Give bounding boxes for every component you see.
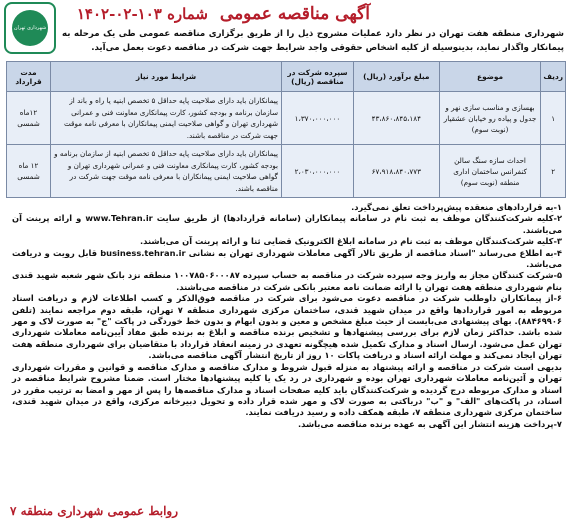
col-duration: مدت قرارداد — [7, 62, 51, 92]
title-text: آگهی مناقصه عمومی — [219, 4, 370, 24]
tehran-site-link[interactable]: www.Tehran.ir — [85, 213, 153, 224]
table-row — [7, 92, 566, 145]
condition-2-text-end: و ارائه پرینت آن می‌باشند. — [12, 213, 562, 235]
condition-4-text-end: قابل رویت و دریافت می‌باشد. — [12, 247, 562, 270]
condition-1: ۱-به قراردادهای منعقده پیش‌پرداخت تعلق نمی‌گیرد. — [351, 202, 562, 212]
notice-number: شماره ۱۰۳-۰۲-۱۴۰۲ — [76, 5, 208, 23]
condition-2-text: ۲-کلیه شرکت‌کنندگان موظف به ثبت نام در سامانه پیمانکاران (سامانه قراردادها) از طریق سایت — [156, 213, 563, 224]
row-estimate: ۶۷،۹۱۸،۸۴۰،۷۷۳ — [353, 145, 439, 198]
col-index: ردیف — [541, 62, 566, 92]
condition-6: ۶-از پیمانکاران داوطلب شرکت در مناقصه دعوت می‌شود برای شرکت در مناقصه فوق‌الذکر و کسب اطلاعات لازم و دریافت اسناد مربوطه به امور قراردادها واقع در میدان شهید قندی، ساختمان مرکزی شهرداری منطقه ۷ تهران، طبقه دوم مراجعه نمایند (تلفن ۸۸۴۶۹۹۰۶). بهای پیشنهادی می‌بایست از حیث مبلغ مشخص و معین و بدون ابهام و بدون خط خوردگی در پاکت "ج" به صورت لاک و مهر شده باشد. حداکثر زمان لازم برای بررسی پیشنهادها و تشخیص برنده مناقصه و ابلاغ به برنده طبق مفاد آیین‌نامه معاملات شهرداری تهران عمل می‌شود. ارسال اسناد و مدارک تکمیل شده هیچگونه تعهدی در زمینه انعقاد قرارداد با متقاضیان برای شهرداری منطقه هفت تهران ایجاد نمی‌کند و مهلت ارائه اسناد و دریافت پاکات ۱۰ روز از تاریخ انتشار آگهی مناقصه می‌باشد. — [12, 293, 562, 361]
table-row — [7, 145, 566, 198]
business-site-link[interactable]: business.tehran.ir — [100, 247, 186, 258]
row-deposit: ۱،۳۷۰،۰۰۰،۰۰۰ — [281, 92, 353, 145]
condition-3: ۳-کلیه شرکت‌کنندگان موظف به ثبت نام در سامانه ابلاغ الکترونیک قضایی ثنا و ارائه پرینت آن می‌باشند. — [140, 236, 562, 247]
logo-emblem-icon: شهرداری تهران — [12, 10, 48, 46]
row-duration: ۱۲ماه شمسی — [7, 92, 51, 145]
intro-text: شهرداری منطقه هفت تهران در نظر دارد عملیات مشروح ذیل را از طریق برگزاری مناقصه عمومی طی یک مرحله به پیمانکار واگذار نماید، بدینوسیله از کلیه اشخاص حقوقی واجد شرایط جهت شرکت در مناقصه دعوت بعمل می‌آید. — [62, 29, 564, 53]
table-header-row — [7, 62, 566, 92]
conditions-list — [12, 202, 562, 430]
condition-4 — [12, 248, 562, 271]
row-duration: ۱۲ ماه شمسی — [7, 145, 51, 198]
row-deposit: ۲،۰۳۰،۰۰۰،۰۰۰ — [281, 145, 353, 198]
public-relations-signature: روابط عمومی شهرداری منطقه ۷ — [10, 504, 179, 518]
tender-table — [6, 61, 566, 198]
notice-title — [77, 4, 370, 24]
header — [6, 4, 570, 26]
condition-4-text: ۴-به اطلاع می‌رساند "اسناد مناقصه از طریق تالار آگهی معاملات شهرداری تهران به نشانی — [188, 247, 562, 258]
col-requirements: شرایط مورد نیاز — [50, 62, 281, 92]
row-index: ۱ — [541, 92, 566, 145]
col-deposit: سپرده شرکت در مناقصه (ریال) — [281, 62, 353, 92]
row-estimate: ۴۳،۸۶۰،۸۴۵،۱۸۴ — [353, 92, 439, 145]
municipality-logo — [4, 2, 56, 54]
col-subject: موضوع — [439, 62, 541, 92]
row-subject: بهسازی و مناسب سازی نهر و جدول و پیاده رو خیابان عشقیار (نوبت سوم) — [439, 92, 541, 145]
row-requirements: پیمانکاران باید دارای صلاحیت پایه حداقل ۵ تخصص ابنیه یا راه و باند از سازمان برنامه و بودجه کشور، کارت پیمانکاری معاونت فنی و عمرانی شهرداری تهران و گواهی صلاحیت ایمنی پیمانکاران با معرفی نامه موقت جهت شرکت در مناقصه باشند. — [50, 92, 281, 145]
condition-2 — [12, 213, 562, 236]
row-subject: احداث سازه سنگ سالن کنفرانس ساختمان اداری منطقه (نوبت سوم) — [439, 145, 541, 198]
col-estimate: مبلغ برآورد (ریال) — [353, 62, 439, 92]
row-index: ۲ — [541, 145, 566, 198]
condition-5: ۵-شرکت کنندگان مجاز به واریز وجه سپرده شرکت در مناقصه به حساب سپرده ۱۰۰۷۸۵۰۶۰۰۰۸۷ منطقه نزد بانک شهر شعبه شهید قندی بنام شهرداری منطقه هفت تهران یا ارائه ضمانت نامه معتبر بانکی شرکت در مناقصه می‌باشند. — [12, 270, 563, 292]
row-requirements: پیمانکاران باید دارای صلاحیت پایه حداقل ۵ تخصص ابنیه از سازمان برنامه و بودجه کشور، کارت پیمانکاری معاونت فنی و عمرانی شهرداری تهران و گواهی صلاحیت ایمنی پیمانکاران با معرفی نامه موقت جهت شرکت در مناقصه باشند. — [50, 145, 281, 198]
condition-7: ۷-پرداخت هزینه انتشار این آگهی به عهده برنده مناقصه می‌باشد. — [298, 418, 562, 429]
condition-general: بدیهی است شرکت در مناقصه و ارائه پیشنهاد به منزله قبول شروط و مدارک مناقصه و مدارک مناقصه و قوانین و مقررات شهرداری تهران و آئین‌نامه معاملات شهرداری تهران بوده و شهرداری در رد یک یا کلیه پیشنهادها مختار است. ضمنا مشروح شرایط مناقصه در اسناد و مدارک مربوطه درج گردیده و شرکت‌کنندگان باید کلیه صفحات اسناد و مدارک مناقصه‌ها را پس از مهر و امضا به ترتیب مقرر در اسناد، در پاکت‌های "الف" و "ب" درباکتی به صورت لاک و مهر شده قرار داده و تحویل دبیرخانه مرکزی، واقع در میدان شهید قندی، ساختمان مرکزی شهرداری منطقه ۷، طبقه همکف داده و رسید دریافت نمایند. — [12, 361, 562, 418]
